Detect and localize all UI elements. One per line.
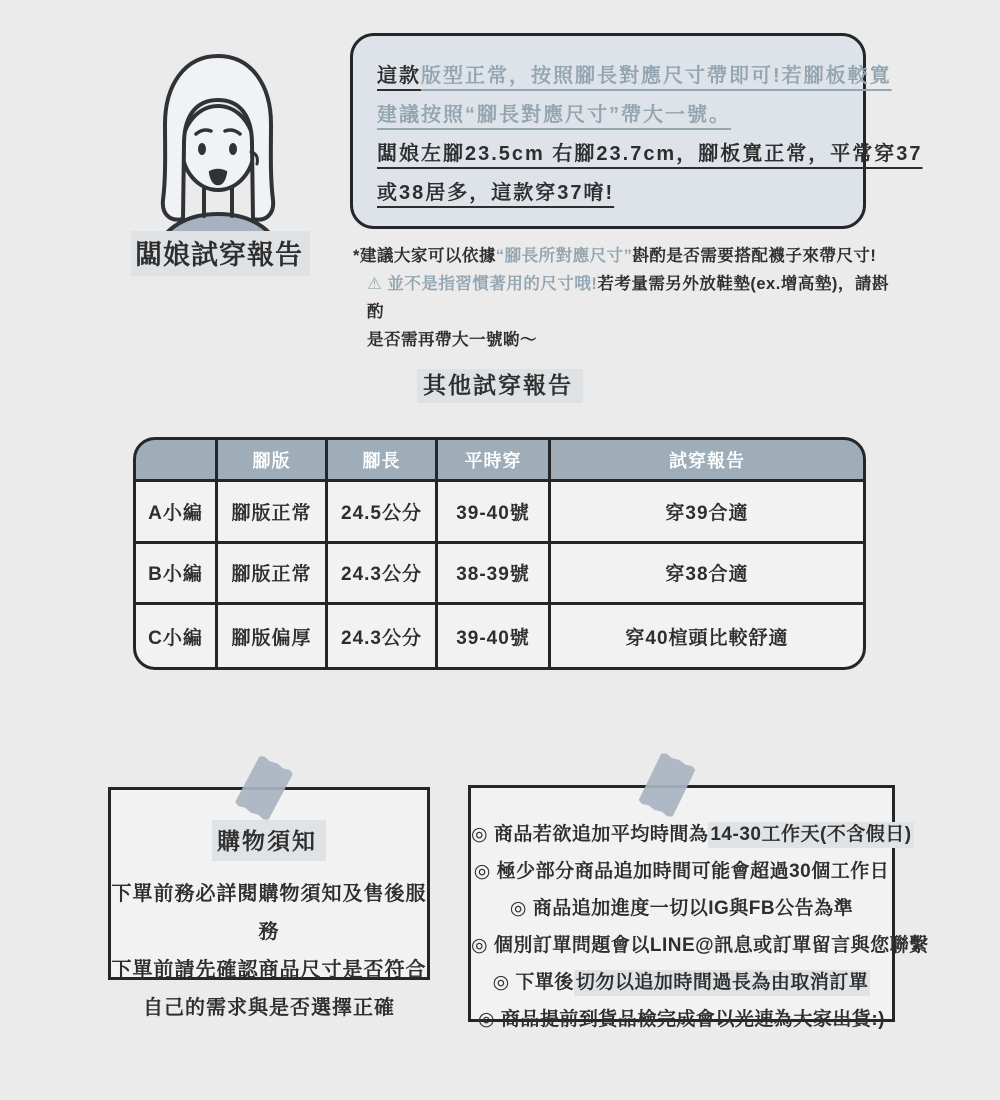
notice-text: ◎ 下單後	[492, 972, 574, 993]
table-cell: C小編	[136, 605, 218, 667]
table-header-cell	[136, 440, 218, 482]
notice-line	[471, 853, 892, 890]
table-cell: 腳版正常	[218, 482, 328, 544]
notice-line	[471, 927, 929, 964]
table-cell: 腳版正常	[218, 544, 328, 606]
shopping-notice-title: 購物須知	[212, 820, 326, 861]
notice-highlight: 切勿以追加時間過長為由取消訂單	[574, 970, 871, 996]
note-text: “腳長所對應尺寸”	[495, 247, 633, 265]
notice-text: ◎ 商品若欲追加平均時間為	[471, 824, 709, 845]
note-text: 若考量需另外放鞋墊(ex.增高墊)，請斟酌	[367, 275, 889, 321]
bubble-text: 闆娘左腳23.5cm 右腳23.7cm，腳板寬正常，平常穿37	[377, 143, 923, 165]
table-cell: 腳版偏厚	[218, 605, 328, 667]
notice-text: ◎ 個別訂單問題會以LINE@訊息或訂單留言與您聯繫	[471, 935, 929, 956]
notice-line: 自己的需求與是否選擇正確	[143, 997, 395, 1019]
table-cell: B小編	[136, 544, 218, 606]
notice-text: ◎ 商品追加進度一切以IG與FB公告為準	[509, 898, 854, 919]
owner-report-label: 闆娘試穿報告	[131, 231, 310, 276]
note-text: 斟酌是否需要搭配襪子來帶尺寸!	[632, 247, 877, 265]
notice-text: ◎ 商品提前到貨品檢完成會以光速為大家出貨:)	[477, 1009, 885, 1030]
bubble-line	[377, 96, 839, 135]
table-cell: 24.5公分	[328, 482, 438, 544]
note-text: *建議大家可以依據	[353, 247, 496, 265]
notice-line: 下單前務必詳閱購物須知及售後服務	[111, 883, 427, 943]
notice-line	[471, 890, 892, 927]
notice-line	[471, 816, 912, 853]
note-text: 並不是指習慣著用的尺寸哦!	[382, 275, 598, 293]
sizing-note	[353, 242, 893, 354]
table-cell: 穿39合適	[551, 482, 863, 544]
warning-icon: ⚠	[367, 275, 383, 293]
notice-line	[471, 1001, 892, 1038]
table-header-cell: 腳長	[328, 440, 438, 482]
table-cell: 24.3公分	[328, 544, 438, 606]
table-cell: A小編	[136, 482, 218, 544]
restock-notice-box	[468, 785, 929, 1030]
bubble-text: 這款	[377, 65, 421, 87]
bubble-line	[377, 174, 839, 213]
table-cell: 穿38合適	[551, 544, 863, 606]
bubble-line	[377, 135, 923, 174]
fitting-report-table	[133, 437, 866, 670]
table-cell: 39-40號	[438, 605, 551, 667]
note-text: 是否需再帶大一號喲～	[367, 331, 537, 349]
other-reports-title: 其他試穿報告	[417, 369, 583, 403]
bubble-text: 版型正常，按照腳長對應尺寸帶即可!若腳板較寬	[421, 65, 892, 87]
bubble-text: 或38居多，這款穿37唷!	[377, 182, 615, 204]
bubble-line	[377, 57, 892, 96]
fitting-comment-bubble	[350, 33, 923, 229]
notice-line: 下單前請先確認商品尺寸是否符合	[111, 959, 427, 981]
table-cell: 穿40楦頭比較舒適	[551, 605, 863, 667]
bubble-text: 建議按照“腳長對應尺寸”帶大一號。	[377, 104, 731, 126]
notice-text: ◎ 極少部分商品追加時間可能會超過30個工作日	[473, 861, 890, 882]
table-header-cell: 腳版	[218, 440, 328, 482]
table-header-cell: 試穿報告	[551, 440, 863, 482]
other-reports-heading	[0, 367, 1000, 400]
table-cell: 24.3公分	[328, 605, 438, 667]
notice-line	[471, 964, 892, 1001]
table-header-cell: 平時穿	[438, 440, 551, 482]
notice-highlight: 14-30工作天(不含假日)	[708, 822, 913, 848]
table-cell: 39-40號	[438, 482, 551, 544]
table-cell: 38-39號	[438, 544, 551, 606]
